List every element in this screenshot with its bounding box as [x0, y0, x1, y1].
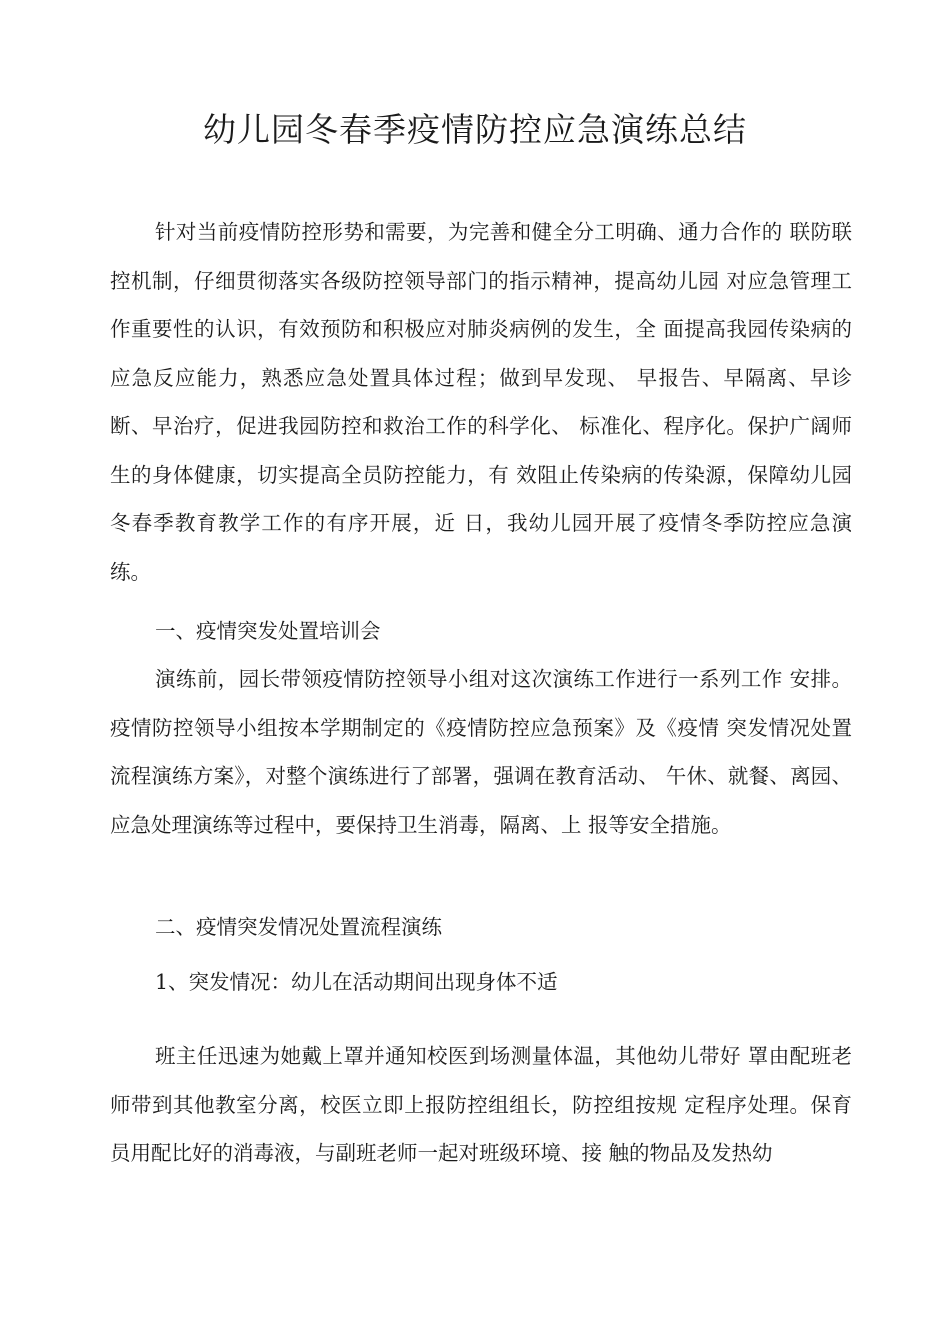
- section-heading-training: 一、疫情突发处置培训会: [155, 619, 381, 643]
- paragraph-emergency-response: 班主任迅速为她戴上罩并通知校医到场测量体温，其他幼儿带好 罩由配班老师带到其他教室分离，校医立即上报防控组组长，防控组按规 定程序处理。保育员用配比好的消毒液，与副班老师一起对班级环境、接 触的物品及发热幼: [110, 1044, 852, 1165]
- document-title: 幼儿园冬春季疫情防控应急演练总结: [203, 110, 747, 149]
- paragraph-intro: 针对当前疫情防控形势和需要，为完善和健全分工明确、通力合作的 联防联控机制，仔细贯彻落实各级防控领导部门的指示精神，提高幼儿园 对应急管理工作重要性的认识，有效预防和积极应对肺炎病例的发生，全 面提高我园传染病的应急反应能力，熟悉应急处置具体过程；做到早发现、 早报告、早隔离、早诊断、早治疗，促进我园防控和救治工作的科学化、 标准化、程序化。保护广阔师生的身体健康，切实提高全员防控能力，有 效阻止传染病的传染源，保障幼儿园冬春季教育教学工作的有序开展，近 日，我幼儿园开展了疫情冬季防控应急演练。: [110, 220, 852, 584]
- subsection-heading-emergency: 1、突发情况：幼儿在活动期间出现身体不适: [155, 970, 558, 994]
- section-heading-drill: 二、疫情突发情况处置流程演练: [155, 915, 442, 939]
- paragraph-training: 演练前，园长带领疫情防控领导小组对这次演练工作进行一系列工作 安排。疫情防控领导小组按本学期制定的《疫情防控应急预案》及《疫情 突发情况处置流程演练方案》，对整个演练进行了部署，强调在教育活动、 午休、就餐、离园、应急处理演练等过程中，要保持卫生消毒，隔离、上 报等安全措施。: [110, 667, 852, 837]
